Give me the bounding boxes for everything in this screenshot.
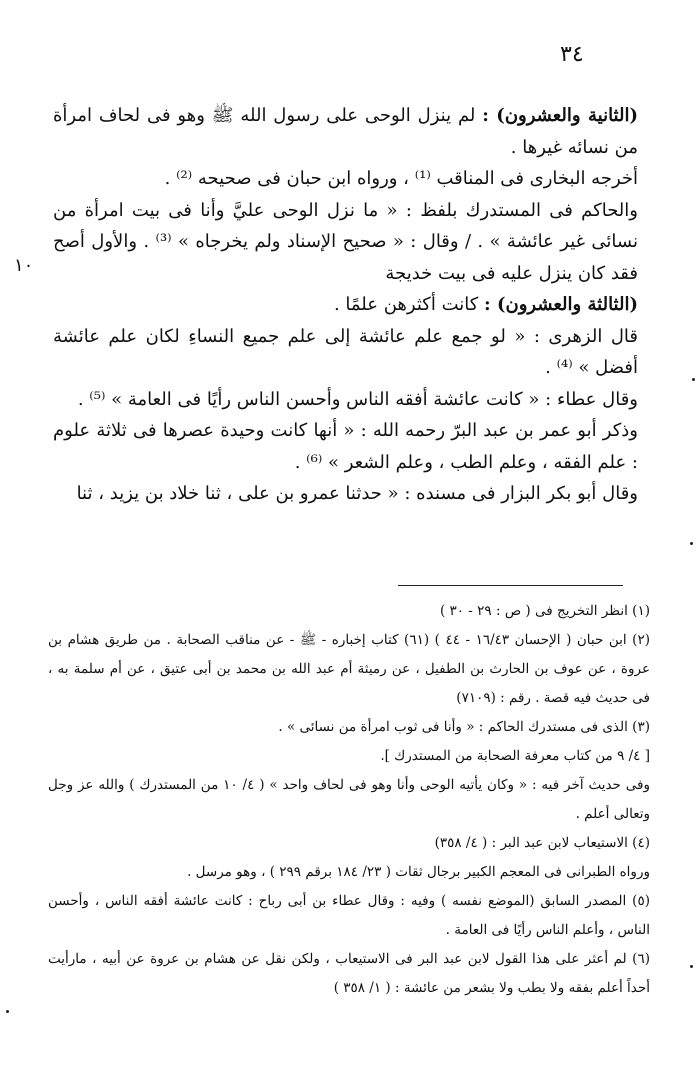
footnote: وفى حديث آخر فيه : « وكان يأتيه الوحى وأنا وهو فى لحاف واحد » ( ٤/ ١٠ من المستدرك ) والله عز وجل وتعالى أعلم .	[48, 777, 650, 822]
footnote: (١) انظر التخريج فى ( ص : ٢٩ - ٣٠ )	[439, 603, 650, 619]
main-text	[53, 100, 638, 510]
paragraph-text: قال الزهرى : « لو جمع علم عائشة إلى علم جميع النساءِ لكان علم عائشة أفضل » ⁽⁴⁾ .	[53, 325, 638, 378]
paragraph-text: وقال أبو بكر البزار فى مسنده : « حدثنا عمرو بن على ، ثنا خلاد بن يزيد ، ثنا	[76, 483, 638, 504]
section-heading: (الثالثة والعشرون) :	[484, 294, 638, 315]
line-number-marker: ١٠	[14, 255, 34, 276]
scan-speck	[690, 542, 693, 545]
paragraph	[53, 321, 638, 384]
footnote: [ ٤/ ٩ من كتاب معرفة الصحابة من المستدرك ].	[380, 748, 650, 764]
paragraph	[53, 100, 638, 163]
paragraph	[53, 289, 638, 321]
paragraph	[53, 478, 638, 510]
paragraph-text: وذكر أبو عمر بن عبد البرّ رحمه الله : « أنها كانت وحيدة عصرها فى ثلاثة علوم : علم الفقه ، وعلم الطب ، وعلم الشعر » ⁽⁶⁾ .	[53, 420, 638, 473]
paragraph	[53, 163, 638, 195]
paragraph	[53, 195, 638, 290]
page-number: ٣٤	[560, 42, 584, 67]
footnotes	[48, 597, 650, 1003]
scan-speck	[6, 1010, 9, 1013]
footnote: (٤) الاستيعاب لابن عبد البر : ( ٤/ ٣٥٨)	[434, 835, 650, 851]
footnote: ورواه الطبرانى فى المعجم الكبير برجال ثقات ( ٢٣/ ١٨٤ برقم ٢٩٩ ) ، وهو مرسل .	[187, 864, 650, 880]
paragraph	[53, 384, 638, 416]
footnote-divider	[398, 585, 623, 586]
paragraph	[53, 415, 638, 478]
section-heading: (الثانية والعشرون) :	[482, 105, 638, 126]
paragraph-text: لم ينزل الوحى على رسول الله ﷺ وهو فى لحاف امرأة من نسائه غيرها .	[53, 105, 638, 158]
footnote: (٥) المصدر السابق (الموضع نفسه ) وفيه : وقال عطاء بن أبى رباح : كانت عائشة أفقه الناس ، وأحسن الناس ، وأعلم الناس رأيًا فى العامة .	[48, 893, 650, 938]
scan-speck	[692, 378, 695, 381]
footnote: (٦) لم أعثر على هذا القول لابن عبد البر فى الاستيعاب ، ولكن نقل عن هشام بن عروة عن أبيه ، مارأيت أحداً أعلم بفقه ولا بطب ولا بشعر من عائشة : ( ١/ ٣٥٨ )	[48, 951, 650, 996]
scan-speck	[690, 965, 693, 968]
paragraph-text: وقال عطاء : « كانت عائشة أفقه الناس وأحسن الناس رأيًا فى العامة » ⁽⁵⁾ .	[77, 388, 638, 410]
footnote: (٢) ابن حبان ( الإحسان ١٦/٤٣ - ٤٤ ) (٦١) كتاب إخباره - ﷺ - عن مناقب الصحابة . من طريق هشام بن عروة ، عن عوف بن الحارث بن الطفيل ، عن رميثة أم عبد الله بن محمد بن أبى عتيق ، عن أم سلمة به ، فى حديث فيه قصة . رقم : (٧١٠٩)	[48, 632, 650, 706]
paragraph-text: أخرجه البخارى فى المناقب ⁽¹⁾ ، ورواه ابن حبان فى صحيحه ⁽²⁾ .	[164, 168, 638, 189]
paragraph-text: والحاكم فى المستدرك بلفظ : « ما نزل الوحى عليَّ وأنا فى بيت امرأة من نسائى غير عائشة » . / وقال : « صحيح الإسناد ولم يخرجاه » ⁽³⁾ . والأول أصح فقد كان ينزل عليه فى بيت خديجة	[53, 199, 638, 284]
paragraph-text: كانت أكثرهن علمًا .	[333, 294, 485, 315]
footnote: (٣) الذى فى مستدرك الحاكم : « وأنا فى ثوب امرأة من نسائى » .	[278, 719, 650, 735]
